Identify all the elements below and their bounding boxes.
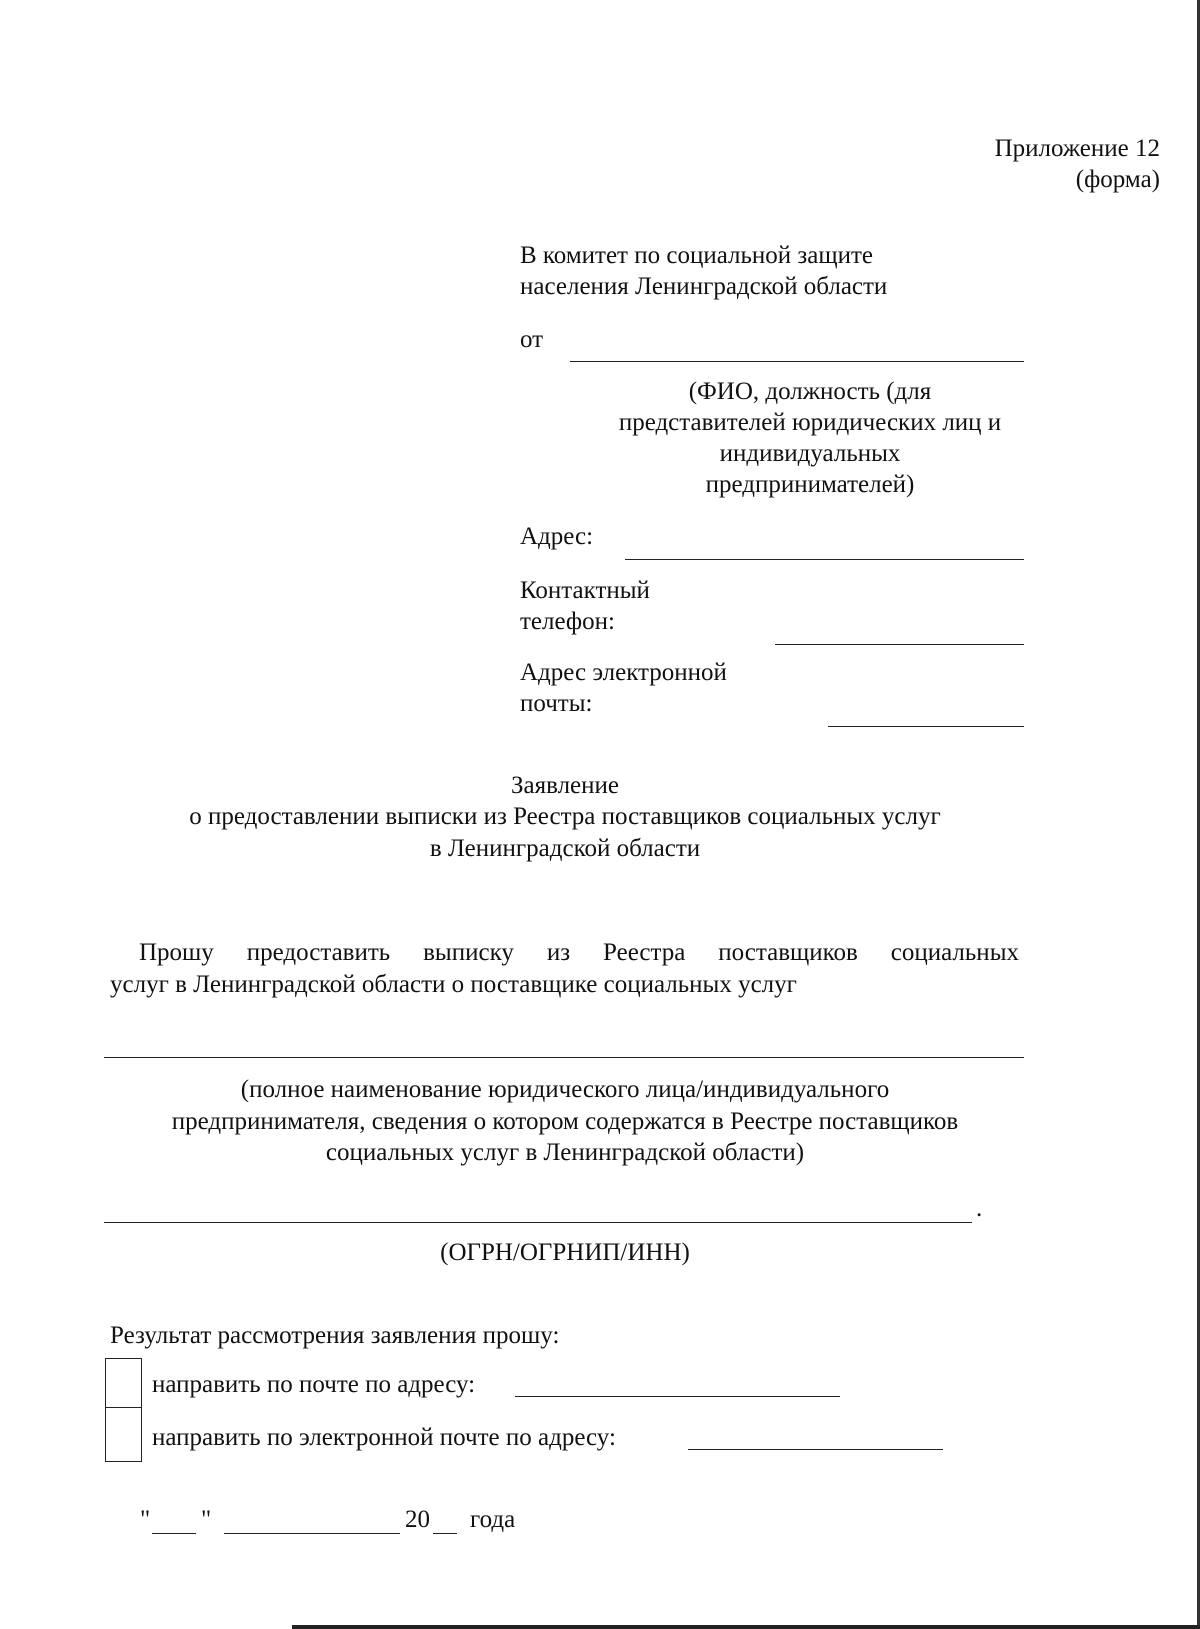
email-delivery-label: направить по электронной почте по адресу: xyxy=(152,1424,616,1451)
request-text-line-2: услуг в Ленинградской области о поставщике социальных услуг xyxy=(110,971,797,998)
post-delivery-label: направить по почте по адресу: xyxy=(152,1371,476,1398)
year-suffix: года xyxy=(470,1506,516,1533)
addressee-line-1: В комитет по социальной защите xyxy=(520,242,874,269)
post-address-field[interactable] xyxy=(515,1396,840,1397)
year-prefix: 20 xyxy=(405,1506,430,1533)
email-address-field[interactable] xyxy=(688,1449,943,1450)
date-close-quote: " xyxy=(201,1506,212,1533)
from-label: от xyxy=(520,326,544,353)
year-field[interactable] xyxy=(433,1533,457,1534)
appendix-label: Приложение 12 xyxy=(994,135,1160,162)
from-fio-field[interactable] xyxy=(570,361,1024,362)
email-label-line-2: почты: xyxy=(520,690,593,717)
ogrn-hint: (ОГРН/ОГРНИП/ИНН) xyxy=(440,1239,690,1266)
email-delivery-checkbox[interactable] xyxy=(105,1407,142,1462)
ogrn-field[interactable] xyxy=(104,1222,972,1223)
addressee-line-2: населения Ленинградской области xyxy=(520,273,888,300)
provider-name-hint-line-3: социальных услуг в Ленинградской области) xyxy=(325,1139,805,1166)
fio-hint-line-1: (ФИО, должность (для xyxy=(688,378,932,405)
form-note: (форма) xyxy=(1075,166,1160,193)
document-subtitle-line-1: о предоставлении выписки из Реестра поставщиков социальных услуг xyxy=(189,803,941,830)
provider-name-hint-line-1: (полное наименование юридического лица/индивидуального xyxy=(240,1076,890,1103)
document-title: Заявление xyxy=(510,772,620,799)
address-field[interactable] xyxy=(625,559,1024,560)
document-subtitle-line-2: в Ленинградской области xyxy=(429,835,701,862)
email-label-line-1: Адрес электронной xyxy=(520,659,727,686)
provider-name-hint-line-2: предпринимателя, сведения о котором содержатся в Реестре поставщиков xyxy=(171,1108,959,1135)
address-label: Адрес: xyxy=(520,523,594,550)
month-field[interactable] xyxy=(224,1533,400,1534)
trailing-dot: . xyxy=(976,1195,983,1222)
phone-label-line-2: телефон: xyxy=(520,608,615,635)
fio-hint-line-3: индивидуальных xyxy=(719,440,901,467)
fio-hint-line-2: представителей юридических лиц и xyxy=(618,409,1002,436)
day-field[interactable] xyxy=(152,1533,196,1534)
email-field[interactable] xyxy=(828,726,1024,727)
date-open-quote: " xyxy=(140,1506,151,1533)
phone-label-line-1: Контактный xyxy=(520,577,650,604)
request-text-line-1: Прошу предоставить выписку из Реестра поставщиков социальных xyxy=(139,939,1019,966)
post-delivery-checkbox[interactable] xyxy=(105,1358,142,1408)
scan-edge-bottom xyxy=(292,1625,1200,1629)
fio-hint-line-4: предпринимателей) xyxy=(705,471,915,498)
provider-name-field[interactable] xyxy=(104,1057,1024,1058)
phone-field[interactable] xyxy=(775,644,1024,645)
result-heading: Результат рассмотрения заявления прошу: xyxy=(110,1322,560,1349)
